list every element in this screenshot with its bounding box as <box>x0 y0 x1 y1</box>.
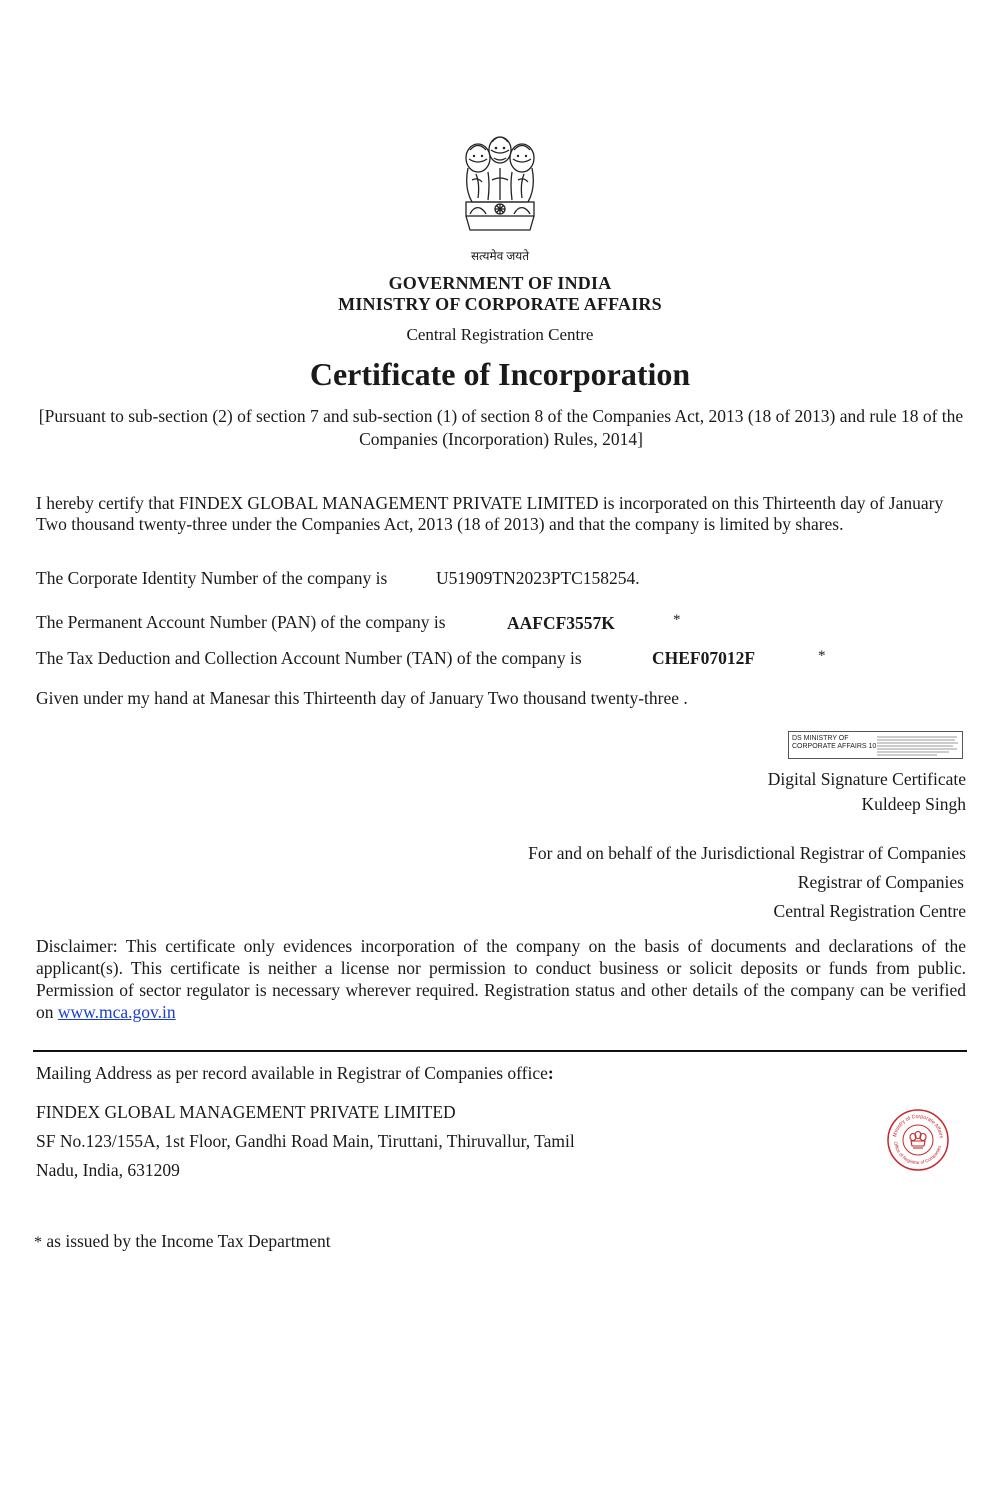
ministry-heading: MINISTRY OF CORPORATE AFFAIRS <box>338 294 662 314</box>
footnote-asterisk: * <box>34 1234 42 1251</box>
certificate-title: Certificate of Incorporation <box>309 356 691 392</box>
pan-label: The Permanent Account Number (PAN) of the company is <box>36 612 446 632</box>
svg-text:Ministry of Corporate Affairs: Ministry of Corporate Affairs <box>892 1113 944 1139</box>
certification-statement: I hereby certify that FINDEX GLOBAL MANAGEMENT PRIVATE LIMITED is incorporated on this Thirteenth day of January Two thousand twenty-three under the Companies Act, 2013 (18 of 2013) and that the company is limited by shares. <box>36 493 944 534</box>
emblem-motto: सत्यमेव जयते <box>470 249 530 263</box>
tan-row <box>36 648 966 669</box>
address-line-1: SF No.123/155A, 1st Floor, Gandhi Road Main, Tiruttani, Thiruvallur, Tamil <box>36 1131 575 1151</box>
national-emblem-icon <box>456 128 544 258</box>
registration-centre: Central Registration Centre <box>406 325 594 344</box>
footnote <box>34 1231 331 1252</box>
signature-details-icon <box>877 735 959 757</box>
mailing-address <box>36 1098 676 1185</box>
pursuant-clause: [Pursuant to sub-section (2) of section 7 and sub-section (1) of section 8 of the Companies Act, 2013 (18 of 2013) and rule 18 of the Companies (Incorporation) Rules, 2014] <box>38 406 964 449</box>
pan-value: AAFCF3557K <box>507 613 615 633</box>
cin-label: The Corporate Identity Number of the company is <box>36 568 388 588</box>
cin-value: U51909TN2023PTC158254. <box>436 568 640 588</box>
tan-asterisk: * <box>818 648 826 664</box>
mca-link[interactable]: www.mca.gov.in <box>57 1002 176 1022</box>
registrar-seal-icon <box>886 1108 950 1172</box>
tan-label: The Tax Deduction and Collection Account Number (TAN) of the company is <box>36 648 582 668</box>
svg-text:Office of Registrar of Compani: Office of Registrar of Companies <box>893 1141 943 1166</box>
address-line-2: Nadu, India, 631209 <box>36 1160 180 1180</box>
on-behalf-line: For and on behalf of the Jurisdictional Registrar of Companies <box>528 843 966 863</box>
given-statement: Given under my hand at Manesar this Thirteenth day of January Two thousand twenty-three . <box>36 688 688 708</box>
registrar-centre: Central Registration Centre <box>773 901 966 921</box>
company-name: FINDEX GLOBAL MANAGEMENT PRIVATE LIMITED <box>36 1102 456 1122</box>
registrar-title: Registrar of Companies <box>797 872 964 892</box>
digital-signature-stamp <box>788 731 963 759</box>
digital-signature-label: Digital Signature Certificate <box>767 769 966 789</box>
ds-stamp-text: DS MINISTRY OF CORPORATE AFFAIRS 10 <box>792 735 877 750</box>
pan-asterisk: * <box>673 612 681 628</box>
disclaimer-text: Disclaimer: This certificate only evidences incorporation of the company on the basis of documents and declarations of the applicant(s). This certificate is neither a license nor permission to conduct business or solicit deposits or funds from public. Permission of sector regulator is necessary wherever required. Registration status and other details of the company can be verified on <box>36 936 966 1022</box>
cin-row <box>36 568 966 589</box>
signer-name: Kuldeep Singh <box>861 794 966 814</box>
pan-row <box>36 612 966 633</box>
government-heading: GOVERNMENT OF INDIA <box>388 273 612 293</box>
disclaimer <box>36 935 966 1023</box>
footnote-text: as issued by the Income Tax Department <box>42 1231 331 1251</box>
mailing-address-label: Mailing Address as per record available in Registrar of Companies office: <box>36 1063 554 1083</box>
section-divider <box>33 1050 967 1052</box>
tan-value: CHEF07012F <box>652 648 756 668</box>
